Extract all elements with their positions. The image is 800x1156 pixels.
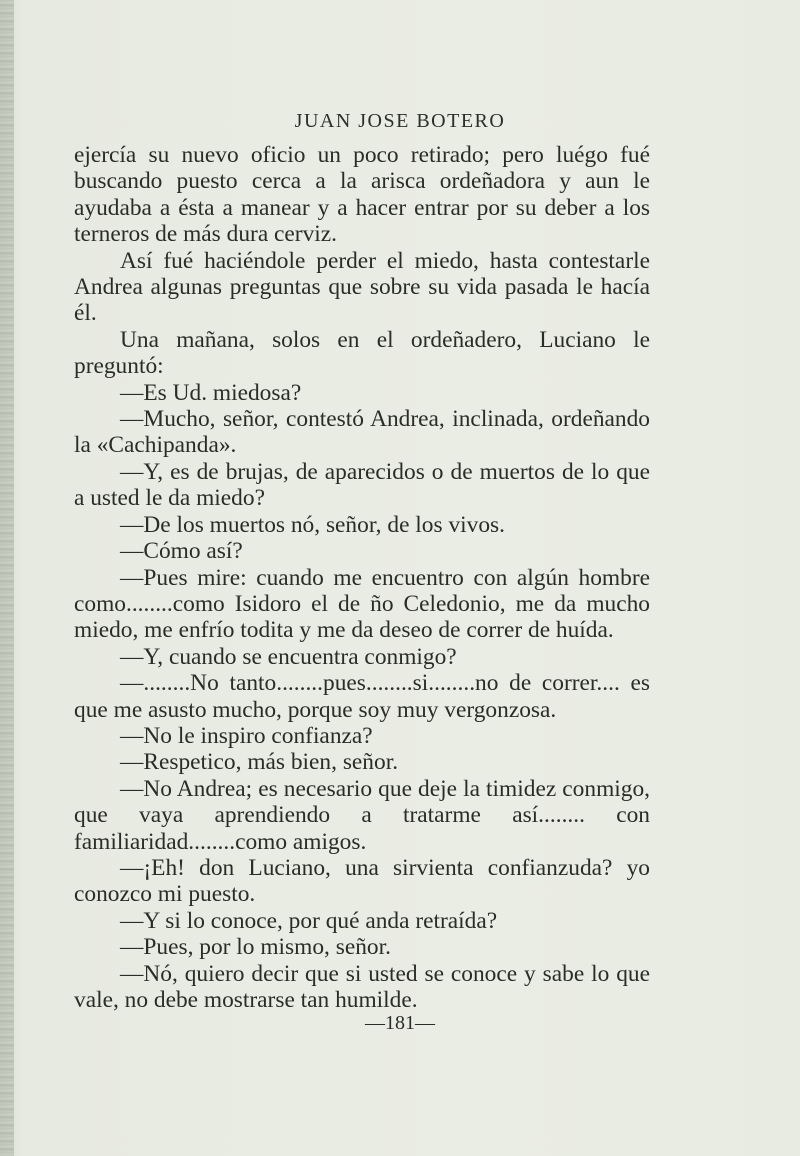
paragraph: —Cómo así?: [120, 538, 243, 565]
paragraph: —¡Eh! don Luciano, una sirvienta confianzuda? yo conozco mi puesto.: [74, 854, 650, 908]
running-head: JUAN JOSE BOTERO: [294, 110, 506, 132]
paragraph: —De los muertos nó, señor, de los vivos.: [120, 511, 505, 538]
paragraph: —No Andrea; es necesario que deje la timidez conmigo, que vaya aprendiendo a tratarme así........ con familiaridad........como amigos.: [74, 775, 650, 855]
paragraph: —Pues mire: cuando me encuentro con algún hombre como........como Isidoro el de ño Celedonio, me da mucho miedo, me enfrío todita y me da deseo de correr de huída.: [74, 564, 650, 644]
page-number: —181—: [365, 1012, 435, 1034]
paragraph: —Y, cuando se encuentra conmigo?: [120, 643, 457, 670]
paragraph: Así fué haciéndole perder el miedo, hasta contestarle Andrea algunas preguntas que sobre su vida pasada le hacía él.: [74, 247, 650, 327]
paragraph: —No le inspiro confianza?: [120, 722, 373, 749]
paragraph: Una mañana, solos en el ordeñadero, Luciano le preguntó:: [74, 326, 650, 380]
page-binding-edge: [0, 0, 14, 1156]
paragraph: ejercía su nuevo oficio un poco retirado; pero luégo fué buscando puesto cerca a la arisca ordeñadora y aun le ayudaba a ésta a manear y a hacer entrar por su deber a los terneros de más dura cerviz.: [74, 142, 650, 248]
paragraph: —Mucho, señor, contestó Andrea, inclinada, ordeñando la «Cachipanda».: [74, 406, 650, 459]
body-text: [74, 142, 650, 1013]
paragraph: —Respetico, más bien, señor.: [120, 749, 399, 776]
paragraph: —Y si lo conoce, por qué anda retraída?: [120, 907, 498, 934]
paragraph: —Es Ud. miedosa?: [120, 379, 302, 406]
paragraph: —Pues, por lo mismo, señor.: [120, 934, 391, 961]
paragraph: —Nó, quiero decir que si usted se conoce y sabe lo que vale, no debe mostrarse tan humilde.: [74, 960, 650, 1013]
paragraph: —Y, es de brujas, de aparecidos o de muertos de lo que a usted le da miedo?: [74, 458, 650, 512]
paragraph: —........No tanto........pues........si........no de correr.... es que me asusto mucho, porque soy muy vergonzosa.: [74, 670, 650, 723]
